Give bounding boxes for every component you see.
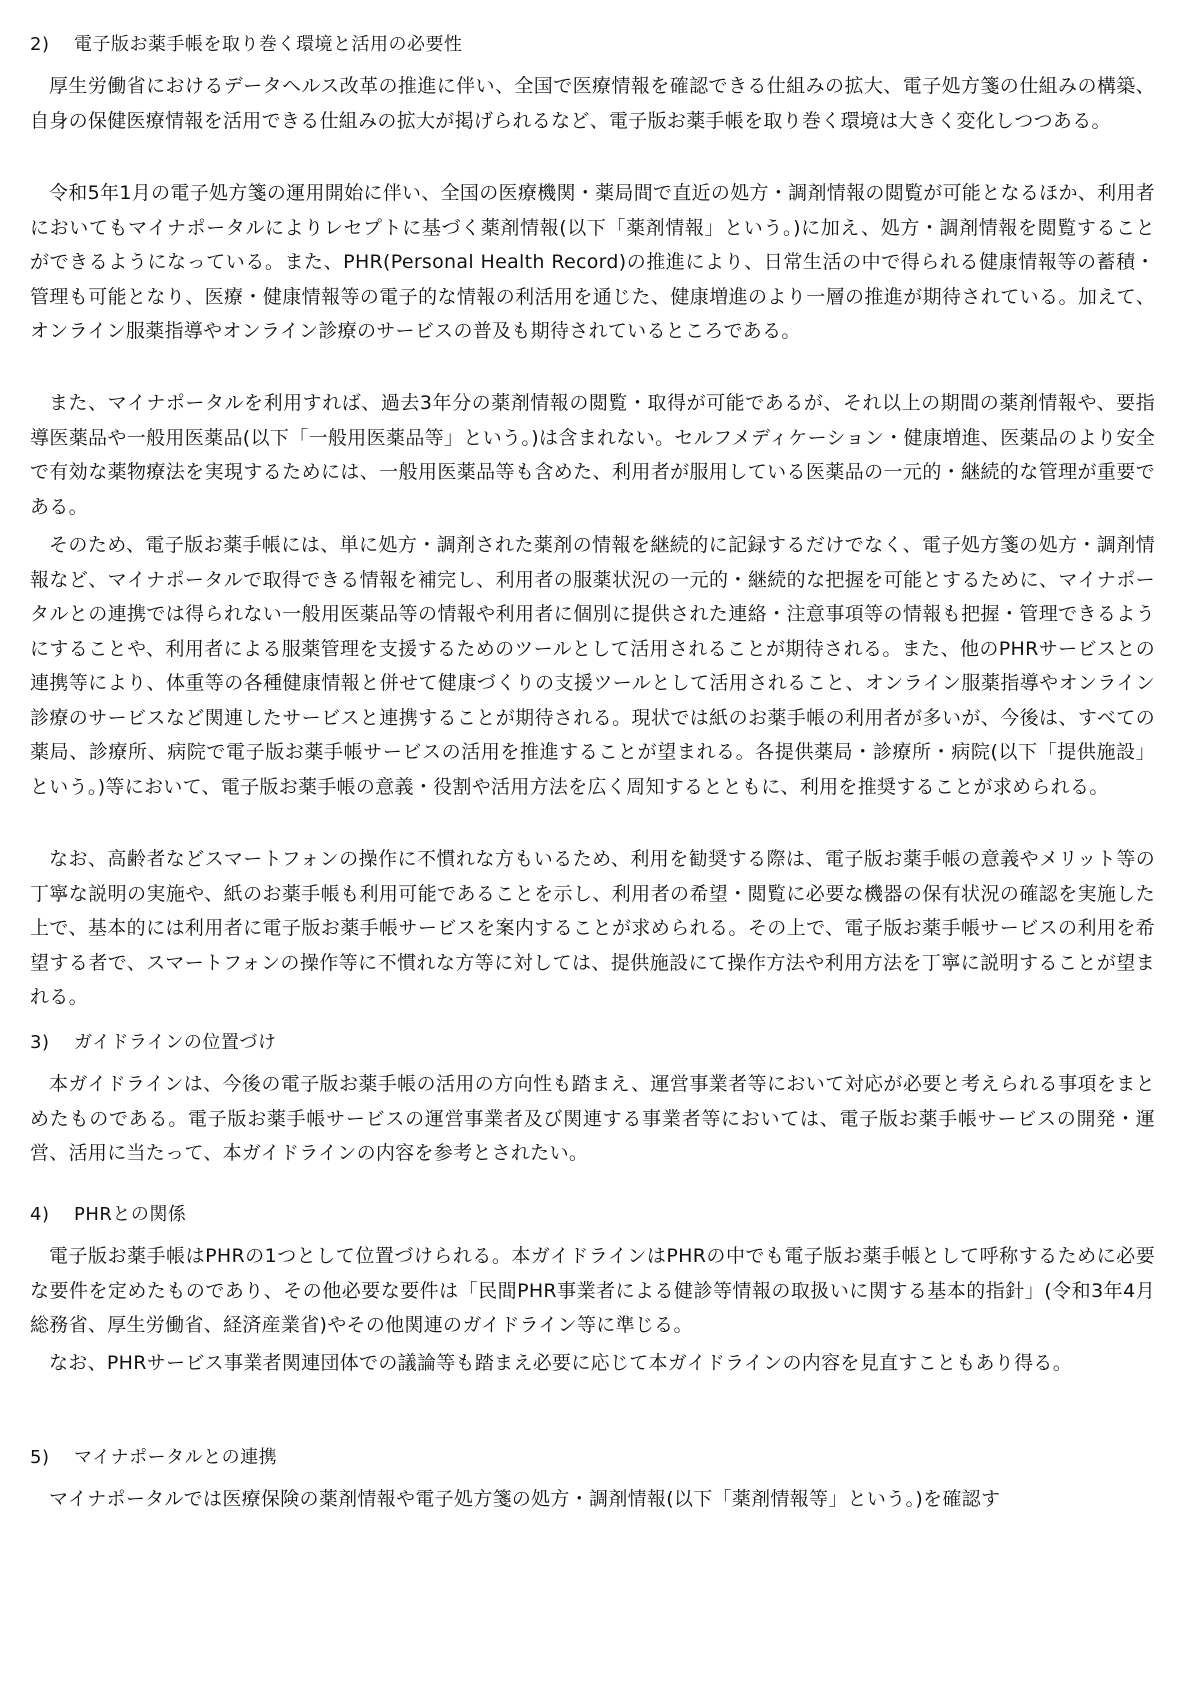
paragraph: 令和5年1月の電子処方箋の運用開始に伴い、全国の医療機関・薬局間で直近の処方・調剤情報の閲覧が可能となるほか、利用者においてもマイナポータルによりレセプトに基づく薬剤情報(以下「薬剤情報」という。)に加え、処方・調剤情報を閲覧することができるようになっている。また、PHR(Personal Health Record)の推進により、日常生活の中で得られる健康情報等の蓄積・管理も可能となり、医療・健康情報等の電子的な情報の利活用を通じた、健康増進のより一層の推進が期待されている。加えて、オンライン服薬指導やオンライン診療のサービスの普及も期待されているところである。 — [30, 182, 1155, 342]
section-title: PHRとの関係 — [74, 1204, 187, 1225]
section-title: 電子版お薬手帳を取り巻く環境と活用の必要性 — [74, 34, 463, 55]
paragraph: 本ガイドラインは、今後の電子版お薬手帳の活用の方向性も踏まえ、運営事業者等において対応が必要と考えられる事項をまとめたものである。電子版お薬手帳サービスの運営事業者及び関連する事業者等においては、電子版お薬手帳サービスの開発・運営、活用に当たって、本ガイドラインの内容を参考とされたい。 — [30, 1073, 1155, 1164]
paragraph: なお、高齢者などスマートフォンの操作に不慣れな方もいるため、利用を勧奨する際は、電子版お薬手帳の意義やメリット等の丁寧な説明の実施や、紙のお薬手帳も利用可能であることを示し、利用者の希望・閲覧に必要な機器の保有状況の確認を実施した上で、基本的には利用者に電子版お薬手帳サービスを案内することが求められる。その上で、電子版お薬手帳サービスの利用を希望する者で、スマートフォンの操作等に不慣れな方等に対しては、提供施設にて操作方法や利用方法を丁寧に説明することが望まれる。 — [30, 848, 1155, 1008]
section-heading — [30, 1202, 186, 1228]
section-title: ガイドラインの位置づけ — [74, 1032, 277, 1053]
section-number: 5) — [30, 1447, 50, 1468]
paragraph: また、マイナポータルを利用すれば、過去3年分の薬剤情報の閲覧・取得が可能であるが、それ以上の期間の薬剤情報や、要指導医薬品や一般用医薬品(以下「一般用医薬品等」という。)は含まれない。セルフメディケーション・健康増進、医薬品のより安全で有効な薬物療法を実現するためには、一般用医薬品等も含めた、利用者が服用している医薬品の一元的・継続的な管理が重要である。 — [30, 392, 1155, 518]
section-heading — [30, 1030, 276, 1056]
section-number: 3) — [30, 1032, 50, 1053]
paragraph: 電子版お薬手帳はPHRの1つとして位置づけられる。本ガイドラインはPHRの中でも電子版お薬手帳として呼称するために必要な要件を定めたものであり、その他必要な要件は「民間PHR事業者による健診等情報の取扱いに関する基本的指針」(令和3年4月総務省、厚生労働省、経済産業省)やその他関連のガイドライン等に準じる。 — [30, 1245, 1155, 1336]
section-heading — [30, 32, 463, 58]
section-number: 4) — [30, 1204, 50, 1225]
section-number: 2) — [30, 34, 50, 55]
section-title: マイナポータルとの連携 — [74, 1447, 278, 1468]
section-heading — [30, 1445, 277, 1471]
paragraph: そのため、電子版お薬手帳には、単に処方・調剤された薬剤の情報を継続的に記録するだけでなく、電子処方箋の処方・調剤情報など、マイナポータルで取得できる情報を補完し、利用者の服薬状況の一元的・継続的な把握を可能とするために、マイナポータルとの連携では得られない一般用医薬品等の情報や利用者に個別に提供された連絡・注意事項等の情報も把握・管理できるようにすることや、利用者による服薬管理を支援するためのツールとして活用されることが期待される。また、他のPHRサービスとの連携等により、体重等の各種健康情報と併せて健康づくりの支援ツールとして活用されること、オンライン服薬指導やオンライン診療のサービスなど関連したサービスと連携することが期待される。現状では紙のお薬手帳の利用者が多いが、今後は、すべての薬局、診療所、病院で電子版お薬手帳サービスの活用を推進することが望まれる。各提供薬局・診療所・病院(以下「提供施設」という。)等において、電子版お薬手帳の意義・役割や活用方法を広く周知するとともに、利用を推奨することが求められる。 — [30, 534, 1155, 798]
paragraph: 厚生労働省におけるデータヘルス改革の推進に伴い、全国で医療情報を確認できる仕組みの拡大、電子処方箋の仕組みの構築、自身の保健医療情報を活用できる仕組みの拡大が掲げられるなど、電子版お薬手帳を取り巻く環境は大きく変化しつつある。 — [30, 75, 1155, 132]
paragraph: なお、PHRサービス事業者関連団体での議論等も踏まえ必要に応じて本ガイドラインの内容を見直すこともあり得る。 — [49, 1352, 1073, 1374]
paragraph: マイナポータルでは医療保険の薬剤情報や電子処方箋の処方・調剤情報(以下「薬剤情報等」という。)を確認す — [49, 1488, 1001, 1510]
